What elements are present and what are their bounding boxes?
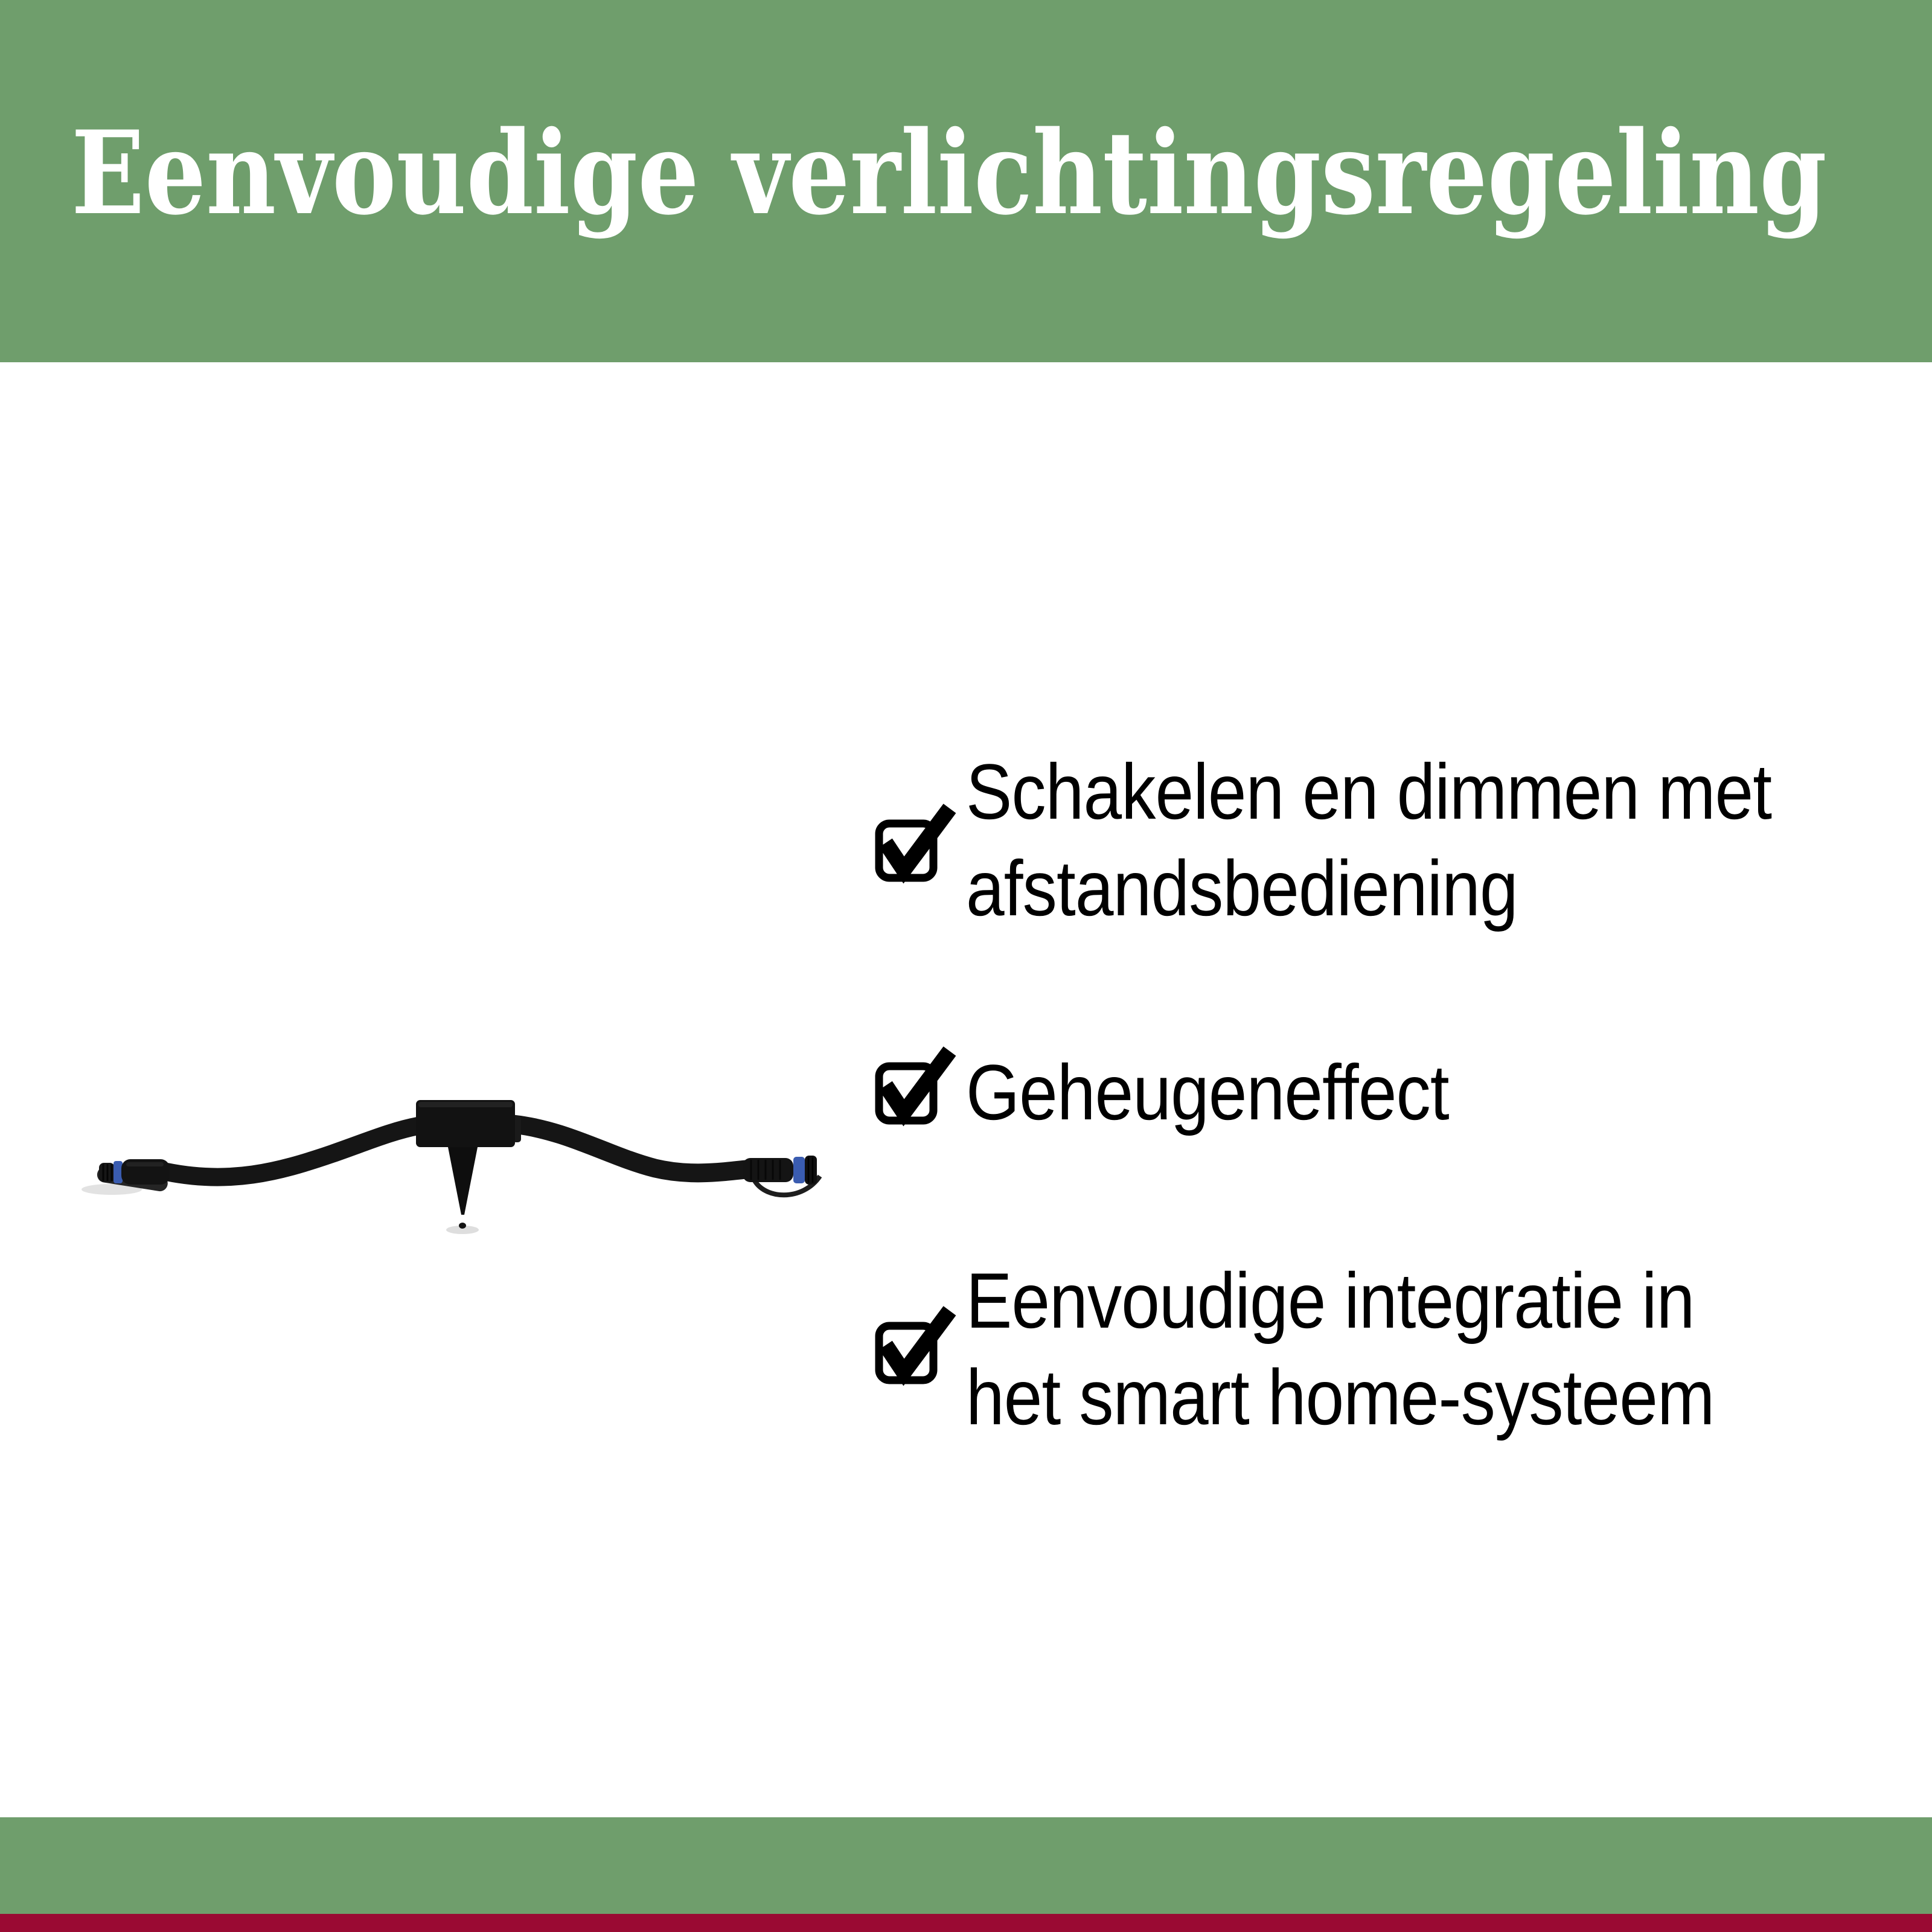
left-connector-blue-ring <box>114 1161 123 1183</box>
feature-text <box>966 1252 1714 1445</box>
feature-line: Schakelen en dimmen met <box>966 747 1772 836</box>
left-cable <box>167 1126 418 1177</box>
feature-line: Geheugeneffect <box>966 1048 1449 1136</box>
feature-line: Eenvoudige integratie in <box>966 1256 1695 1345</box>
checkbox-checked-icon <box>869 1293 960 1384</box>
feature-text <box>966 1044 1449 1140</box>
header-band <box>0 0 1932 362</box>
right-connector <box>743 1156 820 1195</box>
ground-spike <box>448 1147 478 1215</box>
left-connector-sheen <box>126 1162 164 1166</box>
feature-line: afstandsbediening <box>966 844 1518 932</box>
ground-spike-tip <box>459 1223 466 1229</box>
distribution-box <box>416 1100 521 1147</box>
product-image <box>78 1020 863 1262</box>
right-connector-blue-ring <box>793 1157 805 1183</box>
feature-line: het smart home-systeem <box>966 1353 1715 1441</box>
page-title: Eenvoudige verlichtingsregeling <box>71 106 1827 240</box>
right-connector-end-cap <box>805 1156 817 1185</box>
footer-green-strip <box>0 1817 1932 1914</box>
feature-text <box>966 743 1771 936</box>
right-cable <box>513 1124 746 1173</box>
footer-red-bar <box>0 1914 1932 1932</box>
checkbox-checked-icon <box>869 791 960 881</box>
checkbox-checked-icon <box>869 1034 960 1124</box>
box-top-highlight <box>418 1102 513 1107</box>
